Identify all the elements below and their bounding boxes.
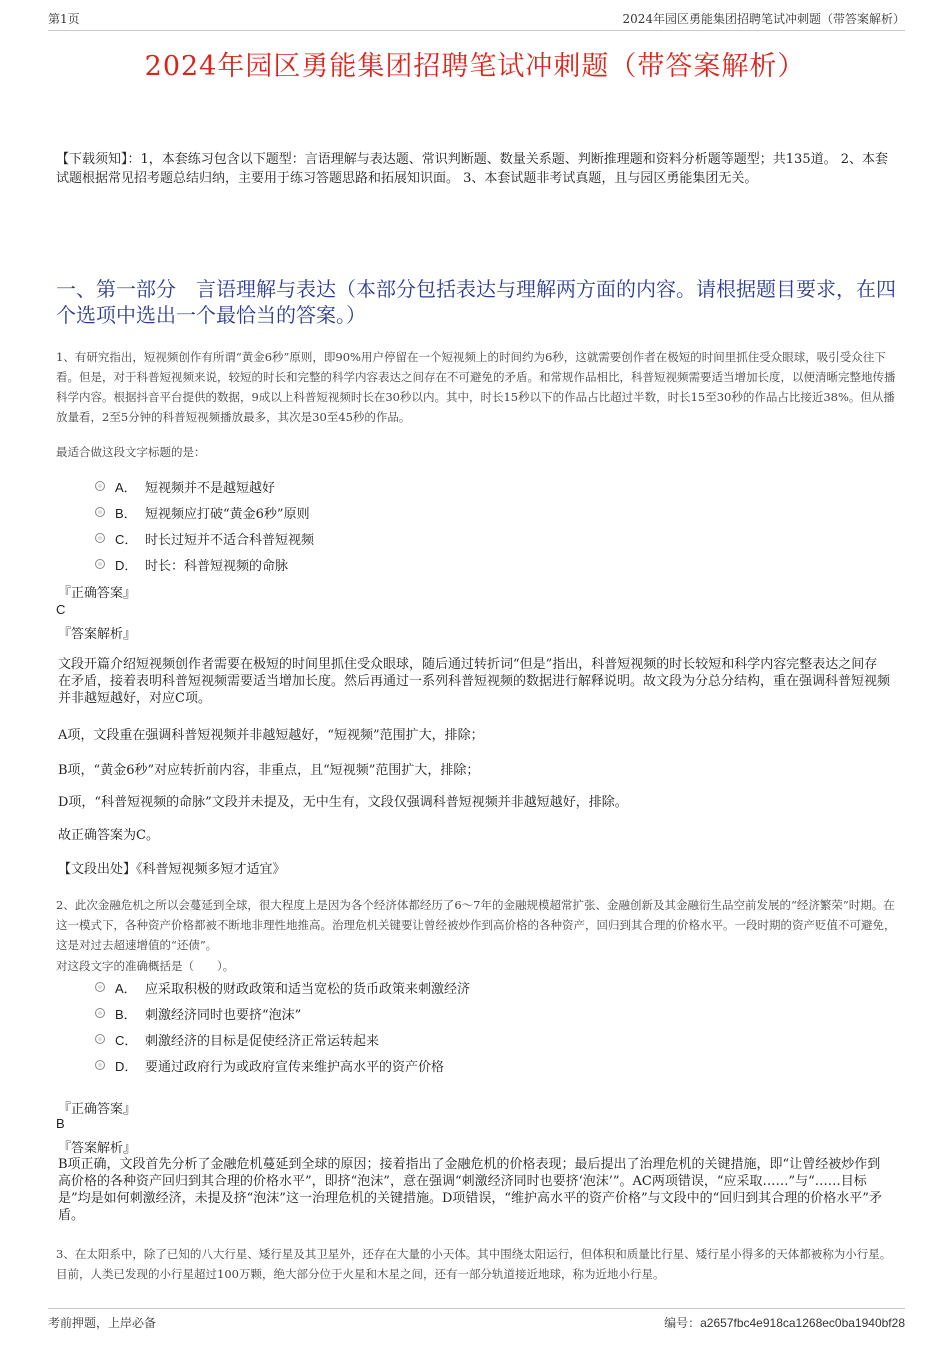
running-title: 2024年园区勇能集团招聘笔试冲刺题（带答案解析）	[622, 12, 905, 26]
question-1-text: 1、有研究指出，短视频创作有所谓“黄金6秒”原则，即90%用户停留在一个短视频上的时间约为6秒，这就需要创作者在极短的时间里抓住受众眼球，吸引受众往下看。但是，对于科普短视频来说，较短的时长和完整的科学内容表达之间存在不可避免的矛盾。和常规作品相比，科普短视频需要适当增加长度，以便清晰完整地传播科学内容。根据抖音平台提供的数据，9成以上科普短视频时长在30秒以内。其中，时长15秒以下的作品占比超过半数，时长15至30秒的作品占比接近38%。但从播放量看，2至5分钟的科普短视频播放最多，其次是30至45秒的作品。	[56, 350, 896, 424]
question-1-option-a[interactable]: A． 短视频并不是越短越好	[95, 473, 898, 499]
question-2-option-d[interactable]: D． 要通过政府行为或政府宣传来维护高水平的资产价格	[95, 1052, 898, 1078]
question-2-option-c[interactable]: C． 刺激经济的目标是促使经济正常运转起来	[95, 1026, 898, 1052]
radio-icon[interactable]	[95, 1034, 105, 1044]
answer-label: 『正确答案』	[58, 586, 137, 601]
source-citation: 【文段出处】《科普短视频多短才适宜》	[58, 862, 286, 877]
page-number: 第1页	[48, 12, 80, 26]
analysis-label: 『答案解析』	[58, 627, 137, 642]
analysis-paragraph: D项，“科普短视频的命脉”文段并未提及，无中生有，文段仅强调科普短视频并非越短越好，排除。	[58, 795, 628, 810]
answer-label: 『正确答案』	[58, 1102, 137, 1117]
question-1-options	[95, 473, 898, 577]
download-notice: 【下载须知】：1，本套练习包含以下题型：言语理解与表达题、常识判断题、数量关系题、判断推理题和资料分析题等题型；共135道。 2、本套试题根据常见招考题总结归纳，主要用于练习答题思路和拓展知识面。 3、本套试题非考试真题，且与园区勇能集团无关。	[56, 152, 888, 186]
question-2-option-a[interactable]: A． 应采取积极的财政政策和适当宽松的货币政策来刺激经济	[95, 974, 898, 1000]
question-3-text: 3、在太阳系中，除了已知的八大行星、矮行星及其卫星外，还存在大量的小天体。其中围绕太阳运行，但体积和质量比行星、矮行星小得多的天体都被称为小行星。目前，人类已发现的小行星超过100万颗，绝大部分位于火星和木星之间，还有一部分轨道接近地球，称为近地小行星。	[56, 1247, 892, 1281]
page-footer	[48, 1308, 905, 1331]
question-2-option-b[interactable]: B． 刺激经济同时也要挤“泡沫”	[95, 1000, 898, 1026]
analysis-paragraph: B项正确，文段首先分析了金融危机蔓延到全球的原因；接着指出了金融危机的价格表现；最后提出了治理危机的关键措施，即“让曾经被炒作到高价格的各种资产回归到其合理的价格水平”，即挤“泡沫”，意在强调“刺激经济同时也要挤‘泡沫’”。AC两项错误，“应采取……”与“……目标是”均是如何刺激经济，未提及挤“泡沫”这一治理危机的关键措施。D项错误，“维护高水平的资产价格”与文段中的“回归到其合理的价格水平”矛盾。	[58, 1157, 882, 1223]
document-code: 编号：a2657fbc4e918ca1268ec0ba1940bf28	[664, 1316, 905, 1330]
correct-answer: C	[56, 602, 66, 617]
question-1-option-c[interactable]: C． 时长过短并不适合科普短视频	[95, 525, 898, 551]
radio-icon[interactable]	[95, 507, 105, 517]
radio-icon[interactable]	[95, 1008, 105, 1018]
radio-icon[interactable]	[95, 1060, 105, 1070]
radio-icon[interactable]	[95, 533, 105, 543]
analysis-paragraph: A项，文段重在强调科普短视频并非越短越好，“短视频”范围扩大，排除；	[58, 728, 484, 743]
radio-icon[interactable]	[95, 559, 105, 569]
question-2-text: 2、此次金融危机之所以会蔓延到全球，很大程度上是因为各个经济体都经历了6～7年的金融规模超常扩张、金融创新及其金融衍生品空前发展的“经济繁荣”时期。在这一模式下，各种资产价格都被不断地非理性地推高。治理危机关键要让曾经被炒作到高价格的各种资产，回归到其合理的价格水平。一段时期的资产贬值不可避免，这是对过去超速增值的“还债”。	[56, 898, 896, 952]
radio-icon[interactable]	[95, 982, 105, 992]
document-title: 2024年园区勇能集团招聘笔试冲刺题（带答案解析）	[144, 51, 806, 82]
analysis-label: 『答案解析』	[58, 1141, 137, 1156]
analysis-paragraph: 文段开篇介绍短视频创作者需要在极短的时间里抓住受众眼球，随后通过转折词“但是”指出，科普短视频的时长较短和科学内容完整表达之间存在矛盾，接着表明科普短视频需要适当增加长度。然后再通过一系列科普短视频的数据进行解释说明。故文段为分总分结构，重在强调科普短视频并非越短越好，对应C项。	[58, 657, 891, 706]
section-title: 一、第一部分 言语理解与表达（本部分包括表达与理解两方面的内容。请根据题目要求，在四个选项中选出一个最恰当的答案。）	[56, 277, 896, 327]
page-header	[48, 10, 905, 31]
correct-answer: B	[56, 1116, 65, 1131]
question-2-options	[95, 974, 898, 1078]
analysis-paragraph: 故正确答案为C。	[58, 828, 159, 843]
question-1-prompt: 最适合做这段文字标题的是：	[56, 445, 206, 459]
question-1-option-d[interactable]: D． 时长：科普短视频的命脉	[95, 551, 898, 577]
radio-icon[interactable]	[95, 481, 105, 491]
footer-slogan: 考前押题，上岸必备	[48, 1316, 157, 1330]
question-1-option-b[interactable]: B． 短视频应打破“黄金6秒”原则	[95, 499, 898, 525]
question-2-prompt: 对这段文字的准确概括是（ ）。	[56, 959, 235, 973]
analysis-paragraph: B项，“黄金6秒”对应转折前内容，非重点，且“短视频”范围扩大，排除；	[58, 763, 480, 778]
